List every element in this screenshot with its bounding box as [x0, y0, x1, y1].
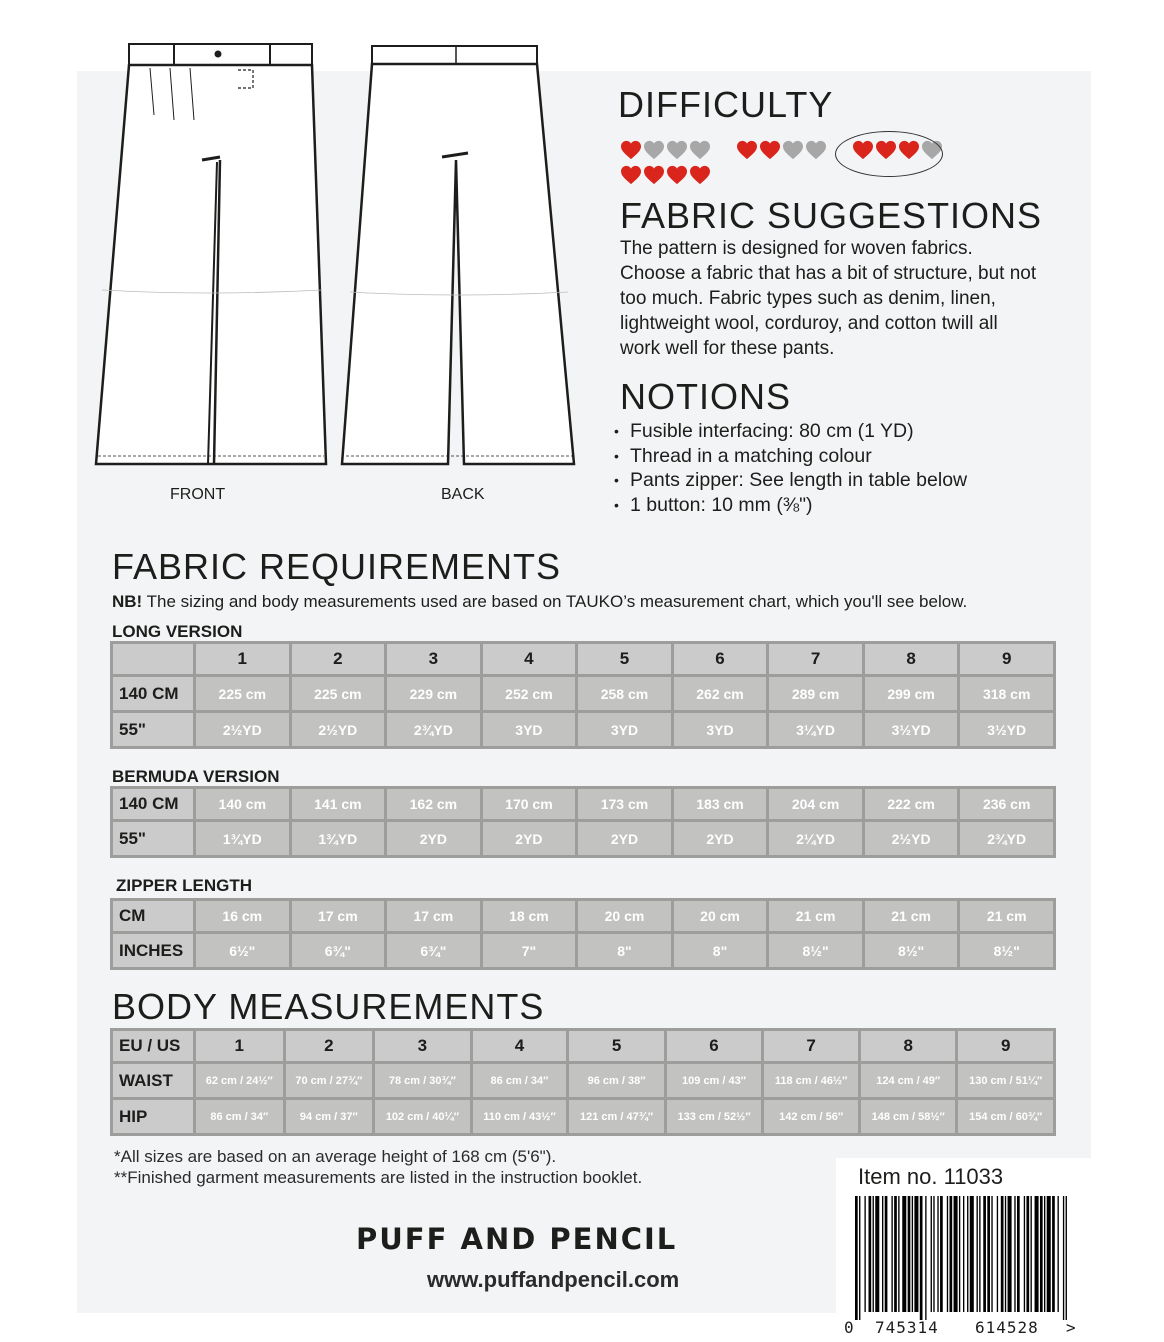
- table-cell: 7": [483, 934, 576, 970]
- table-cell: 6½": [196, 934, 289, 970]
- barcode-bar: [937, 1196, 938, 1312]
- row-label: HIP: [113, 1100, 193, 1136]
- table-cell: 225 cm: [292, 677, 385, 713]
- barcode-bar: [902, 1196, 906, 1312]
- pants-illustration: [90, 40, 590, 480]
- barcode-bar: [983, 1196, 986, 1312]
- size-header: 3: [375, 1028, 469, 1064]
- back-pants-drawing: [342, 46, 574, 464]
- table-cell: 102 cm / 40¼″: [375, 1100, 469, 1136]
- table-cell: 20 cm: [578, 898, 671, 934]
- body-measurements-table: [110, 1028, 1056, 1136]
- barcode-bar: [882, 1196, 883, 1312]
- table-cell: 110 cm / 43½″: [473, 1100, 567, 1136]
- table-cell: 130 cm / 51¼″: [958, 1064, 1053, 1100]
- difficulty-scale: [620, 140, 1040, 170]
- table-cell: 225 cm: [196, 677, 289, 713]
- table-cell: 2¾YD: [387, 713, 480, 749]
- barcode-bar: [940, 1196, 943, 1312]
- table-cell: 162 cm: [387, 786, 480, 822]
- heart-icon: [643, 140, 665, 160]
- table-cell: 20 cm: [674, 898, 767, 934]
- back-caption: BACK: [441, 486, 485, 503]
- table-cell: 109 cm / 43″: [667, 1064, 761, 1100]
- barcode-bar: [950, 1196, 953, 1312]
- barcode-bar: [894, 1196, 897, 1312]
- difficulty-level-2: [736, 140, 828, 165]
- barcode-bar: [898, 1196, 899, 1312]
- size-header: 5: [578, 641, 671, 677]
- size-header: 2: [292, 641, 385, 677]
- footnote-height: *All sizes are based on an average height of 168 cm (5'6").: [114, 1147, 557, 1166]
- table-cell: 2YD: [674, 822, 767, 858]
- table-cell: 299 cm: [865, 677, 958, 713]
- table-cell: 3YD: [674, 713, 767, 749]
- heart-icon: [666, 140, 688, 160]
- row-label: 55": [113, 713, 193, 749]
- table-cell: 86 cm / 34″: [473, 1064, 567, 1100]
- footnote-garment: **Finished garment measurements are listed in the instruction booklet.: [114, 1168, 643, 1187]
- body-measurements-title: BODY MEASUREMENTS: [112, 986, 545, 1027]
- notion-item: • Fusible interfacing: 80 cm (1 YD): [614, 419, 967, 444]
- table-cell: 8": [674, 934, 767, 970]
- table-cell: 3YD: [578, 713, 671, 749]
- barcode-bar: [1008, 1196, 1012, 1312]
- table-cell: 94 cm / 37″: [286, 1100, 373, 1136]
- barcode-bar: [1001, 1196, 1004, 1312]
- table-cell: 3½YD: [865, 713, 958, 749]
- barcode-bar: [855, 1196, 858, 1320]
- barcode-bar: [979, 1196, 980, 1312]
- selected-difficulty-marker: [835, 131, 943, 177]
- barcode-bar: [991, 1196, 992, 1312]
- table-cell: 2YD: [483, 822, 576, 858]
- heart-icon: [666, 165, 688, 185]
- item-number: Item no. 11033: [858, 1164, 1004, 1189]
- table-cell: 78 cm / 30¾″: [375, 1064, 469, 1100]
- bermuda-version-table: [110, 786, 1056, 858]
- table-cell: 148 cm / 58½″: [861, 1100, 955, 1136]
- size-header: 8: [865, 641, 958, 677]
- barcode-bar: [967, 1196, 968, 1312]
- notion-item: • 1 button: 10 mm (⅜"): [614, 493, 967, 518]
- table-cell: 8½": [960, 934, 1053, 970]
- barcode-bar: [933, 1196, 934, 1312]
- difficulty-level-1: [620, 140, 712, 165]
- table-cell: 183 cm: [674, 786, 767, 822]
- table-cell: 21 cm: [769, 898, 862, 934]
- barcode-bar: [875, 1196, 879, 1312]
- zipper-length-table: [110, 898, 1056, 970]
- barcode-bar: [1031, 1196, 1032, 1312]
- table-cell: 118 cm / 46½″: [764, 1064, 858, 1100]
- table-cell: 289 cm: [769, 677, 862, 713]
- barcode-bar: [1024, 1196, 1025, 1312]
- size-header: 1: [196, 641, 289, 677]
- row-label: 140 CM: [113, 677, 193, 713]
- barcode-bar: [1052, 1196, 1055, 1312]
- notions-list: [614, 419, 967, 517]
- corner-label: EU / US: [113, 1028, 193, 1064]
- table-cell: 170 cm: [483, 786, 576, 822]
- size-header: 9: [960, 641, 1053, 677]
- fabric-requirements-title: FABRIC REQUIREMENTS: [112, 546, 562, 587]
- brand-url[interactable]: www.puffandpencil.com: [427, 1267, 680, 1292]
- barcode-bar: [1035, 1196, 1039, 1312]
- table-cell: 8½": [769, 934, 862, 970]
- bermuda-version-label: BERMUDA VERSION: [112, 767, 280, 786]
- table-cell: 2YD: [387, 822, 480, 858]
- barcode-bar: [869, 1196, 872, 1312]
- brand-name: PUFF AND PENCIL: [356, 1222, 678, 1256]
- long-version-label: LONG VERSION: [112, 622, 243, 641]
- barcode-bar: [873, 1196, 874, 1312]
- table-cell: 2¾YD: [960, 822, 1053, 858]
- heart-icon: [689, 165, 711, 185]
- barcode-bar: [908, 1196, 911, 1312]
- barcode-bar: [931, 1196, 932, 1312]
- table-cell: 2½YD: [292, 713, 385, 749]
- table-cell: 262 cm: [674, 677, 767, 713]
- barcode-bar: [925, 1196, 926, 1320]
- size-header: 5: [569, 1028, 663, 1064]
- table-cell: 173 cm: [578, 786, 671, 822]
- fabric-requirements-note: [112, 592, 967, 612]
- row-label: INCHES: [113, 934, 193, 970]
- barcode-bar: [1005, 1196, 1006, 1312]
- barcode-bar: [885, 1196, 888, 1312]
- barcode-digits-right: 614528: [975, 1318, 1039, 1337]
- table-cell: 96 cm / 38″: [569, 1064, 663, 1100]
- heart-icon: [759, 140, 781, 160]
- fabric-suggestions-title: FABRIC SUGGESTIONS: [620, 195, 1043, 236]
- barcode-bar: [914, 1196, 918, 1312]
- row-label: CM: [113, 898, 193, 934]
- table-cell: 86 cm / 34″: [196, 1100, 283, 1136]
- table-cell: 17 cm: [387, 898, 480, 934]
- heart-icon: [805, 140, 827, 160]
- table-cell: 21 cm: [960, 898, 1053, 934]
- size-header: 4: [473, 1028, 567, 1064]
- barcode-bar: [987, 1196, 990, 1312]
- notions-title: NOTIONS: [620, 376, 792, 417]
- size-header: 3: [387, 641, 480, 677]
- barcode-bar: [920, 1196, 923, 1320]
- table-cell: 6¾": [292, 934, 385, 970]
- barcode-digit-arrow: >: [1066, 1318, 1076, 1337]
- barcode-bar: [1026, 1196, 1029, 1312]
- table-cell: 229 cm: [387, 677, 480, 713]
- size-header: 1: [196, 1028, 283, 1064]
- table-cell: 121 cm / 47¾″: [569, 1100, 663, 1136]
- barcode-bar: [970, 1196, 974, 1312]
- table-cell: 222 cm: [865, 786, 958, 822]
- barcode-bar: [1063, 1196, 1064, 1320]
- table-cell: 70 cm / 27¾″: [286, 1064, 373, 1100]
- size-header: 4: [483, 641, 576, 677]
- table-cell: 1¾YD: [292, 822, 385, 858]
- table-cell: 3YD: [483, 713, 576, 749]
- heart-icon: [643, 165, 665, 185]
- size-header: 7: [764, 1028, 858, 1064]
- row-label: 55": [113, 822, 193, 858]
- table-cell: 133 cm / 52½″: [667, 1100, 761, 1136]
- table-cell: 236 cm: [960, 786, 1053, 822]
- table-cell: 318 cm: [960, 677, 1053, 713]
- size-header: 7: [769, 641, 862, 677]
- difficulty-level-4: [620, 165, 712, 190]
- table-cell: 1¾YD: [196, 822, 289, 858]
- barcode-bar: [891, 1196, 892, 1312]
- heart-icon: [689, 140, 711, 160]
- table-cell: 6¾": [387, 934, 480, 970]
- table-cell: 2YD: [578, 822, 671, 858]
- size-header: 6: [674, 641, 767, 677]
- note-prefix: NB!: [112, 592, 143, 611]
- table-cell: 2½YD: [196, 713, 289, 749]
- table-cell: 17 cm: [292, 898, 385, 934]
- heart-icon: [782, 140, 804, 160]
- table-cell: 141 cm: [292, 786, 385, 822]
- size-header: 2: [286, 1028, 373, 1064]
- heart-icon: [620, 140, 642, 160]
- barcode-bar: [947, 1196, 948, 1312]
- notion-item: • Pants zipper: See length in table below: [614, 468, 967, 493]
- long-version-table: [110, 641, 1056, 749]
- barcode-bar: [1047, 1196, 1051, 1312]
- barcode-bar: [1040, 1196, 1043, 1312]
- table-cell: 8": [578, 934, 671, 970]
- barcode-bar: [963, 1196, 964, 1312]
- table-cell: 21 cm: [865, 898, 958, 934]
- barcode-bar: [1058, 1196, 1059, 1312]
- heart-icon: [620, 165, 642, 185]
- size-header: 9: [958, 1028, 1053, 1064]
- barcode-bar: [864, 1196, 865, 1312]
- size-header: 6: [667, 1028, 761, 1064]
- heart-icon: [736, 140, 758, 160]
- barcode-bar: [912, 1196, 913, 1312]
- table-cell: 18 cm: [483, 898, 576, 934]
- barcode-bar: [959, 1196, 960, 1312]
- barcode-bar: [859, 1196, 860, 1320]
- row-label: WAIST: [113, 1064, 193, 1100]
- barcode-bar: [1066, 1196, 1067, 1320]
- front-caption: FRONT: [170, 486, 226, 503]
- table-cell: 124 cm / 49″: [861, 1064, 955, 1100]
- table-cell: 2¼YD: [769, 822, 862, 858]
- table-cell: 204 cm: [769, 786, 862, 822]
- table-cell: 252 cm: [483, 677, 576, 713]
- size-header: 8: [861, 1028, 955, 1064]
- table-cell: 3¼YD: [769, 713, 862, 749]
- note-text: The sizing and body measurements used are based on TAUKO’s measurement chart, which you'll see below.: [146, 592, 968, 611]
- table-cell: 140 cm: [196, 786, 289, 822]
- fabric-suggestions-text: The pattern is designed for woven fabrics. Choose a fabric that has a bit of structure, but not too much. Fabric types such as denim, linen, lightweight wool, corduroy, and cotton twill all work well for these pants.: [620, 238, 1037, 359]
- zipper-length-label: ZIPPER LENGTH: [116, 876, 253, 895]
- front-pants-drawing: [96, 44, 326, 464]
- table-cell: 8½": [865, 934, 958, 970]
- barcode-bar: [997, 1196, 998, 1312]
- table-cell: 258 cm: [578, 677, 671, 713]
- corner-cell: [113, 641, 193, 677]
- notion-item: • Thread in a matching colour: [614, 444, 967, 469]
- barcode-bar: [1017, 1196, 1020, 1312]
- table-cell: 142 cm / 56″: [764, 1100, 858, 1136]
- table-cell: 16 cm: [196, 898, 289, 934]
- barcode: [855, 1196, 1070, 1320]
- barcode-digits-left: 745314: [875, 1318, 939, 1337]
- barcode-bar: [1014, 1196, 1015, 1312]
- barcode-bar: [1044, 1196, 1045, 1312]
- table-cell: 3½YD: [960, 713, 1053, 749]
- difficulty-title: DIFFICULTY: [618, 84, 834, 125]
- row-label: 140 CM: [113, 786, 193, 822]
- table-cell: 62 cm / 24½″: [196, 1064, 283, 1100]
- barcode-digit-system: 0: [844, 1318, 854, 1337]
- barcode-bar: [977, 1196, 978, 1312]
- barcode-bar: [954, 1196, 958, 1312]
- table-cell: 154 cm / 60¾″: [958, 1100, 1053, 1136]
- table-cell: 2½YD: [865, 822, 958, 858]
